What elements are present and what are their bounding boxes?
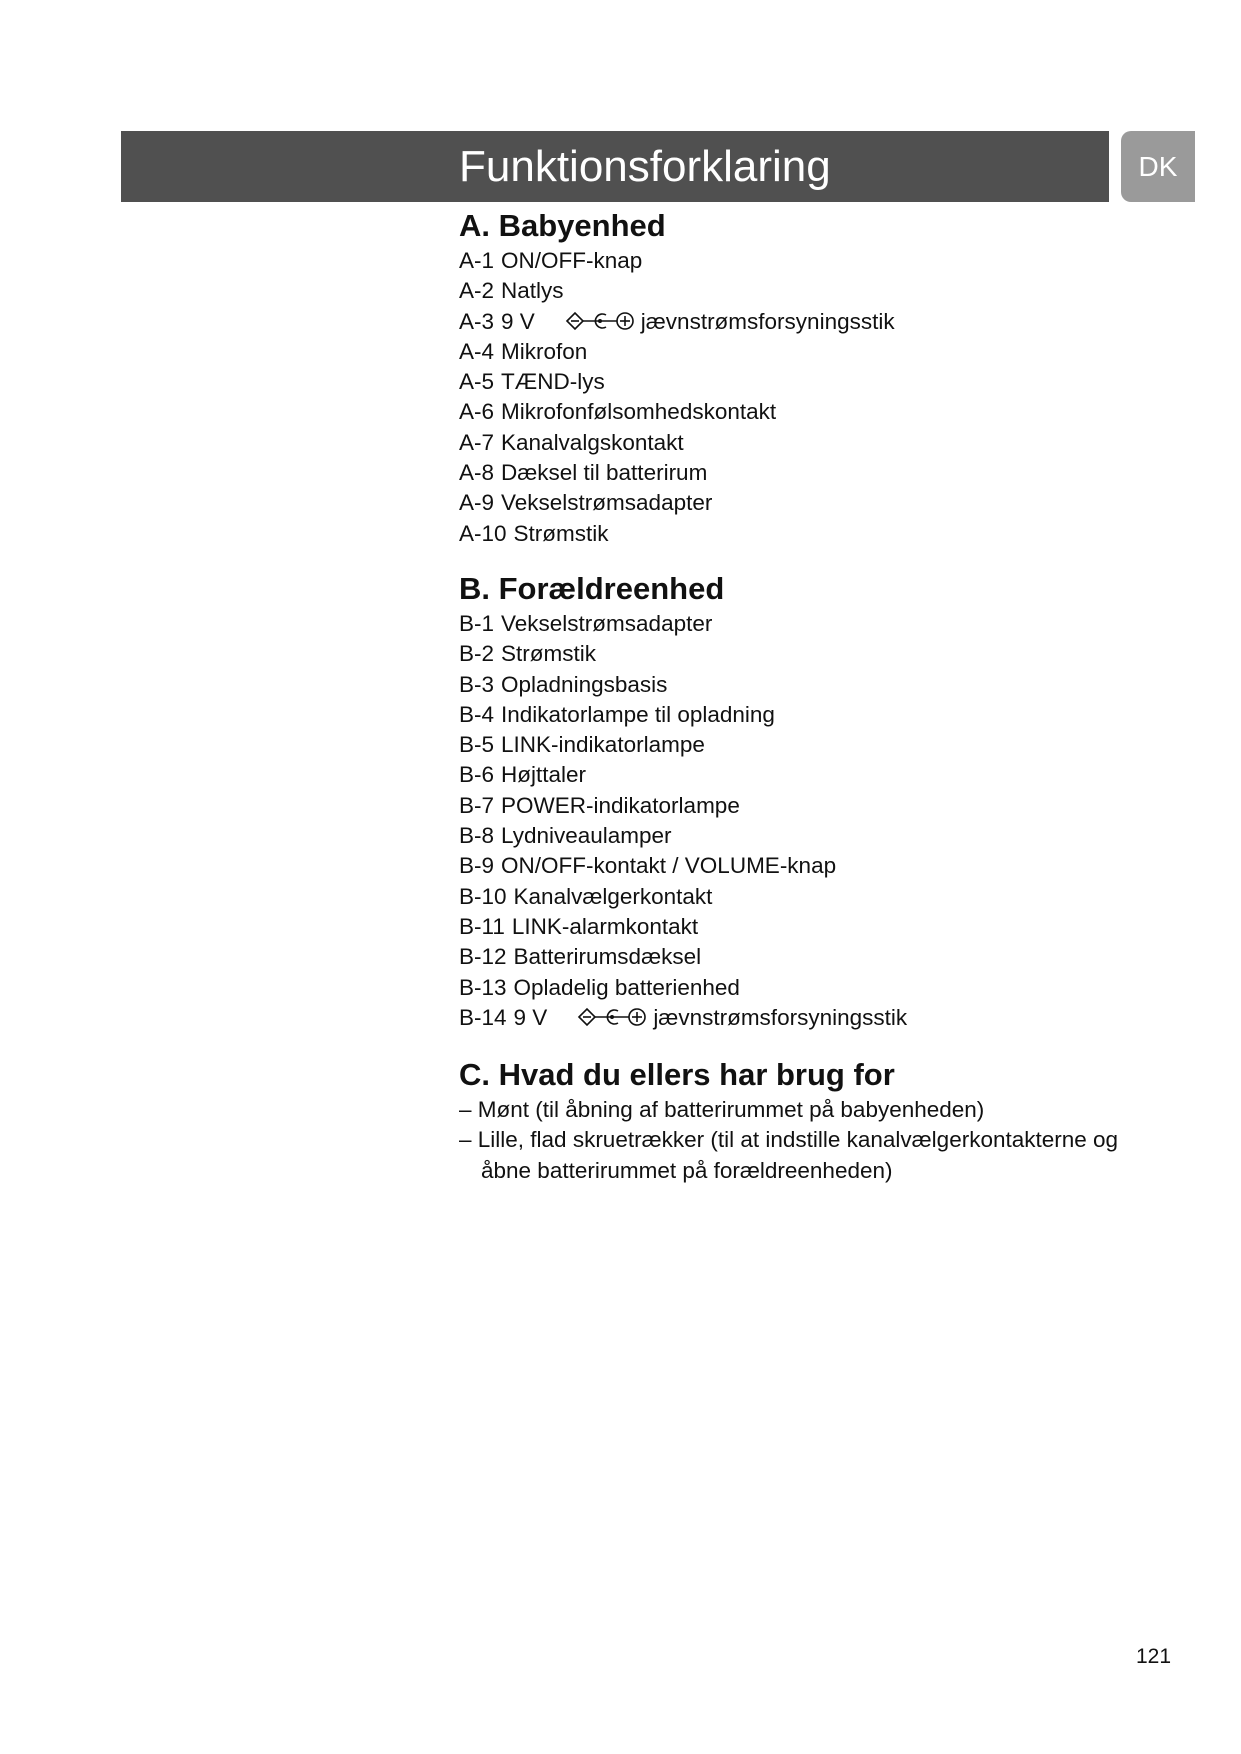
list-item [459, 307, 1159, 337]
list-item [459, 246, 1159, 276]
item-label: ON/OFF-knap [501, 248, 643, 273]
list-item [459, 367, 1159, 397]
list-item [459, 973, 1159, 1003]
list-item [459, 760, 1159, 790]
item-label: POWER-indikatorlampe [501, 792, 740, 818]
item-label: Strømstik [501, 641, 597, 667]
item-code: A-3 [459, 308, 495, 334]
item-label: LINK-indikatorlampe [501, 732, 705, 758]
item-label: TÆND-lys [501, 369, 605, 395]
item-label: Batterirumsdæksel [513, 944, 702, 970]
item-label: Lydniveaulamper [501, 823, 672, 849]
list-item [459, 458, 1159, 488]
item-label: Natlys [501, 278, 564, 304]
section-heading: A. Babyenhed [459, 208, 666, 243]
section-heading: C. Hvad du ellers har brug for [459, 1057, 895, 1093]
list-item: – Mønt (til åbning af batterirummet på babyenheden) [459, 1097, 985, 1123]
item-code: A-5 [459, 369, 495, 395]
list-item [459, 791, 1159, 821]
list-item [459, 942, 1159, 972]
item-label: Vekselstrømsadapter [501, 610, 713, 636]
item-label: Indikatorlampe til opladning [501, 701, 775, 727]
item-code: B-1 [459, 610, 495, 636]
item-list [459, 246, 1159, 549]
item-code: B-4 [459, 701, 495, 727]
list-item [459, 851, 1159, 881]
list-item [459, 397, 1159, 427]
item-code: B-9 [459, 853, 495, 879]
item-code: A-6 [459, 399, 495, 425]
item-label: Strømstik [513, 520, 609, 546]
item-label: 9 V [501, 308, 535, 334]
item-code: A-2 [459, 278, 495, 304]
dc-polarity-icon [577, 1006, 647, 1028]
item-label-suffix: jævnstrømsforsyningsstik [653, 1004, 908, 1030]
section-heading: B. Forældreenhed [459, 570, 725, 606]
item-code: B-14 [459, 1004, 507, 1030]
item-label-suffix: jævnstrømsforsyningsstik [640, 308, 895, 334]
item-label: Kanalvælgerkontakt [513, 883, 713, 909]
item-code: B-8 [459, 823, 495, 849]
item-list [459, 609, 1159, 1033]
item-label: 9 V [513, 1004, 548, 1030]
item-label: Højttaler [501, 762, 587, 788]
list-item [459, 882, 1159, 912]
item-code: B-10 [459, 883, 507, 909]
note-list [459, 1095, 1159, 1186]
page-title: Funktionsforklaring [459, 142, 831, 191]
item-label: ON/OFF-kontakt / VOLUME-knap [501, 853, 837, 879]
item-label: Mikrofonfølsomhedskontakt [501, 399, 777, 425]
list-item [459, 670, 1159, 700]
item-code: A-7 [459, 429, 495, 455]
section-foraeldreenhed [459, 569, 1159, 1033]
item-code: A-9 [459, 490, 495, 516]
item-code: B-3 [459, 671, 495, 697]
item-label: Kanalvalgskontakt [501, 429, 684, 455]
item-label: Opladelig batterienhed [513, 974, 740, 1000]
item-code: B-2 [459, 641, 495, 667]
section-babyenhed [459, 206, 1159, 549]
content [459, 206, 1159, 1186]
item-code: A-1 [459, 248, 495, 273]
list-item [459, 337, 1159, 367]
item-code: B-13 [459, 974, 507, 1000]
list-item [459, 1003, 1159, 1033]
item-label: Dæksel til batterirum [501, 460, 708, 486]
item-code: B-7 [459, 792, 495, 818]
item-code: A-8 [459, 460, 495, 486]
dc-polarity-icon [565, 310, 635, 332]
section-hvad-du-ellers-har-brug-for [459, 1055, 1159, 1186]
list-item [459, 700, 1159, 730]
item-code: A-4 [459, 338, 495, 364]
list-item [459, 912, 1159, 942]
list-item [459, 488, 1159, 518]
item-code: B-6 [459, 762, 495, 788]
list-item [459, 519, 1159, 549]
list-item: – Lille, flad skruetrækker (til at indstille kanalvælgerkontakterne og åbne batterirummet på forældreenheden) [459, 1127, 1119, 1183]
item-label: Vekselstrømsadapter [501, 490, 713, 516]
list-item [459, 609, 1159, 639]
item-label: LINK-alarmkontakt [511, 913, 699, 939]
item-code: B-12 [459, 944, 507, 970]
item-label: Opladningsbasis [501, 671, 668, 697]
list-item [459, 821, 1159, 851]
list-item [459, 639, 1159, 669]
list-item [459, 276, 1159, 306]
page-number: 121 [1136, 1645, 1172, 1668]
list-item [459, 428, 1159, 458]
item-label: Mikrofon [501, 338, 588, 364]
item-code: A-10 [459, 520, 507, 546]
item-code: B-5 [459, 732, 495, 758]
list-item [459, 730, 1159, 760]
item-code: B-11 [459, 913, 505, 939]
language-tab: DK [1121, 131, 1195, 202]
